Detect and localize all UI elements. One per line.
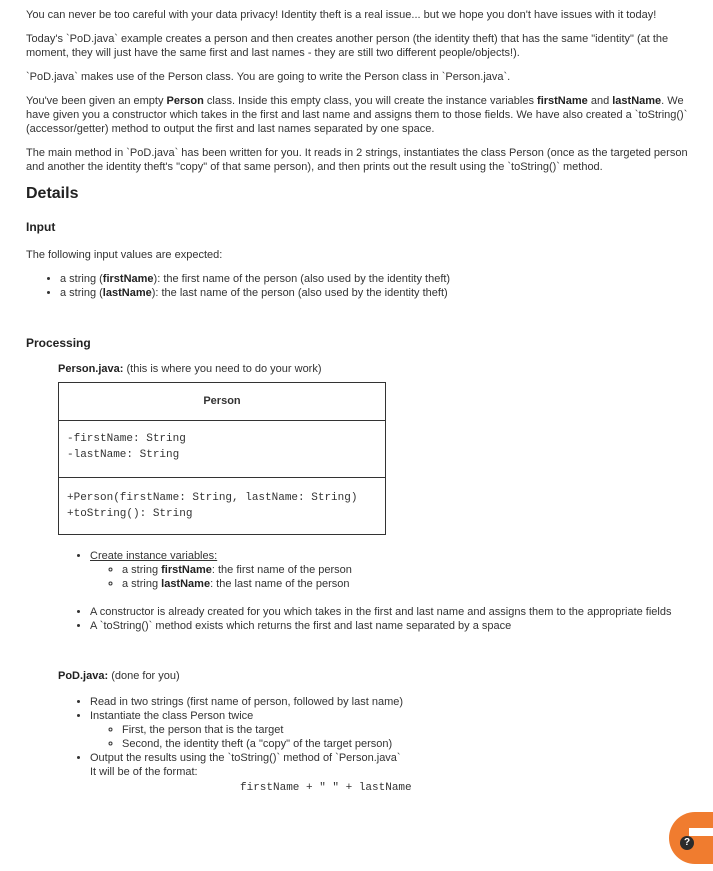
uml-methods <box>59 477 385 534</box>
uml-field: -firstName: String <box>67 433 186 445</box>
uml-class-name: Person <box>203 395 241 407</box>
pod-file-label: PoD.java: (done for you) <box>58 670 180 682</box>
format-lead: It will be of the format: <box>90 766 198 778</box>
pod-read-item: • Read in two strings (first name of person, followed by last name) <box>90 695 698 709</box>
assignment-content <box>26 8 698 795</box>
var-item-last-name: ◦ a string lastName: the last name of the person <box>122 577 698 591</box>
uml-field: -lastName: String <box>67 449 180 461</box>
person-file-label: Person.java: (this is where you need to do your work) <box>58 363 322 375</box>
help-icon: ? <box>680 836 694 850</box>
create-vars-label: Create instance variables: <box>90 550 218 562</box>
person-notes-list <box>26 605 698 633</box>
intro-paragraph-5: The main method in `PoD.java` has been written for you. It reads in 2 strings, instantiates the class Person (once as the targeted person and another the identity theft's "copy" of that same person), and then prints out the result using the `toString()` method. <box>26 147 688 173</box>
help-button-notch <box>689 828 713 836</box>
output-format: firstName + " " + lastName <box>240 782 412 794</box>
input-heading: Input <box>26 220 56 234</box>
input-item-first-name: • a string (firstName): the first name of the person (also used by the identity theft) <box>60 272 698 286</box>
pod-task-list <box>26 695 698 795</box>
tostring-note: • A `toString()` method exists which returns the first and last name separated by a space <box>90 619 698 633</box>
input-lead: The following input values are expected: <box>26 249 223 261</box>
vars-list <box>90 563 698 591</box>
pod-instantiate-item: • Instantiate the class Person twice ◦ First, the person that is the target ◦ Second, the identity theft (a "copy" of the target person) <box>90 709 698 751</box>
uml-class-diagram <box>58 382 386 535</box>
var-item-first-name: ◦ a string firstName: the first name of the person <box>122 563 698 577</box>
pod-sub-item: ◦ Second, the identity theft (a "copy" of the target person) <box>122 737 698 751</box>
input-list <box>26 272 698 300</box>
processing-heading: Processing <box>26 336 91 350</box>
pod-instantiate-sublist <box>90 723 698 751</box>
intro-paragraph-2: Today's `PoD.java` example creates a person and then creates another person (the identity theft) that has the same "identity" (at the moment, they will just have the same first and last names - they are still two different people/objects!). <box>26 33 669 59</box>
uml-method: +toString(): String <box>67 508 193 520</box>
intro-paragraph-1: You can never be too careful with your data privacy! Identity theft is a real issue... but we hope you don't have issues with it today! <box>26 9 657 21</box>
details-heading: Details <box>26 185 79 202</box>
help-button[interactable] <box>669 812 713 864</box>
intro-paragraph-3: `PoD.java` makes use of the Person class. You are going to write the Person class in `Person.java`. <box>26 71 511 83</box>
pod-sub-item: ◦ First, the person that is the target <box>122 723 698 737</box>
intro-paragraph-4: You've been given an empty Person class. Inside this empty class, you will create the instance variables firstName and lastName. We have given you a constructor which takes in the first and last name and assigns them to those fields. We have also created a `toString()` (accessor/getter) method to output the first and last names separated by one space. <box>26 95 688 135</box>
constructor-note: • A constructor is already created for you which takes in the first and last name and assigns them to the appropriate fields <box>90 605 698 619</box>
create-vars-item <box>90 549 698 591</box>
input-item-last-name: • a string (lastName): the last name of the person (also used by the identity theft) <box>60 286 698 300</box>
pod-output-item: • Output the results using the `toString()` method of `Person.java` It will be of the format: firstName + " " + lastName <box>90 751 698 795</box>
uml-fields <box>59 420 385 477</box>
uml-method: +Person(firstName: String, lastName: String) <box>67 492 358 504</box>
person-task-list <box>26 549 698 591</box>
